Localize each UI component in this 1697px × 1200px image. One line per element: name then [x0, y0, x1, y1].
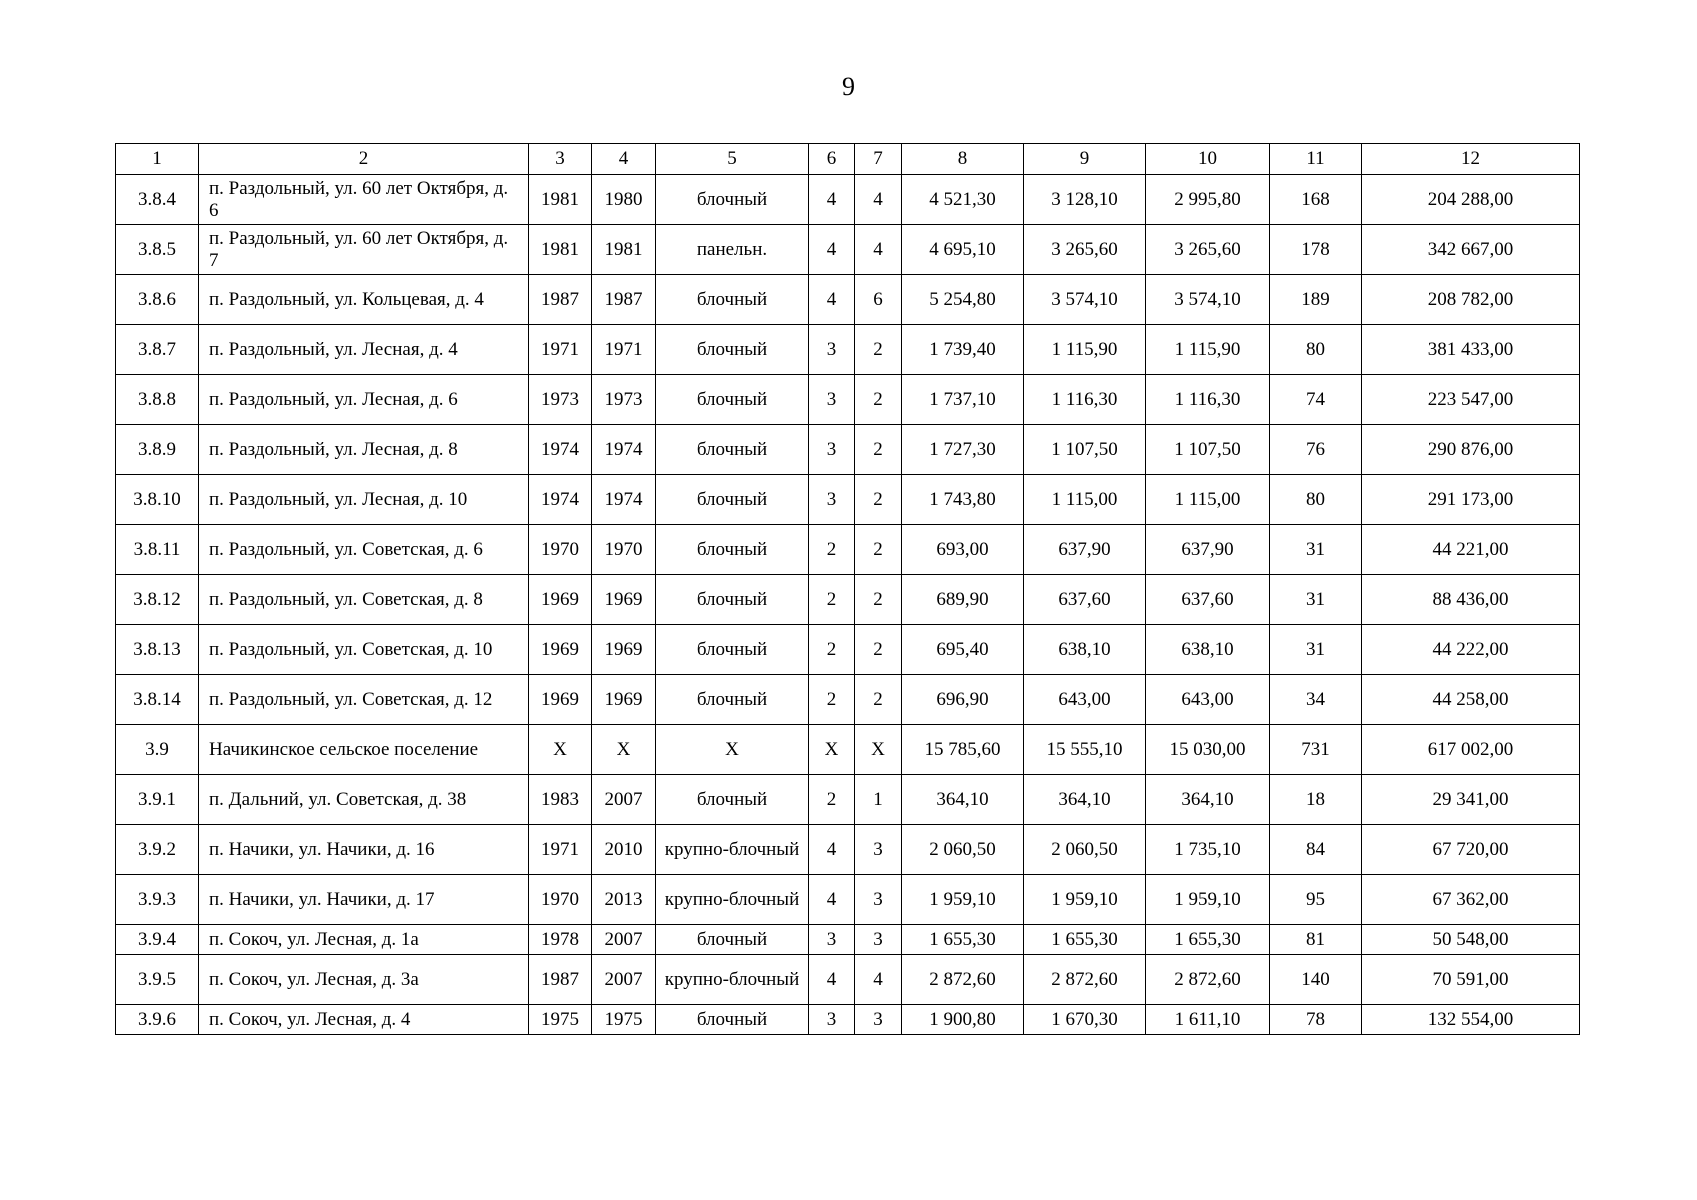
cell-address: п. Раздольный, ул. 60 лет Октября, д. 6	[199, 175, 529, 225]
cell-address: п. Раздольный, ул. Лесная, д. 6	[199, 375, 529, 425]
cell-address: п. Раздольный, ул. Лесная, д. 8	[199, 425, 529, 475]
cell-floors: X	[809, 725, 855, 775]
cell-residential-area: 1 116,30	[1146, 375, 1270, 425]
table-row	[116, 575, 1580, 625]
cell-address: п. Начики, ул. Начики, д. 17	[199, 875, 529, 925]
cell-cost: 67 362,00	[1362, 875, 1580, 925]
cell-total-area: 696,90	[902, 675, 1024, 725]
cell-entrances: 2	[855, 525, 902, 575]
cell-wall-material: блочный	[656, 575, 809, 625]
cell-residents: 31	[1270, 625, 1362, 675]
column-header-11: 11	[1270, 144, 1362, 175]
cell-item-number: 3.8.6	[116, 275, 199, 325]
cell-residential-area: 1 115,90	[1146, 325, 1270, 375]
cell-cost: 50 548,00	[1362, 925, 1580, 955]
cell-residential-area: 1 611,10	[1146, 1005, 1270, 1035]
page-number: 9	[842, 72, 855, 101]
cell-year-commissioned: 2007	[592, 955, 656, 1005]
cell-living-area: 1 115,90	[1024, 325, 1146, 375]
column-header-1: 1	[116, 144, 199, 175]
cell-year-commissioned: 1973	[592, 375, 656, 425]
cell-year-built: X	[529, 725, 592, 775]
cell-item-number: 3.8.9	[116, 425, 199, 475]
cell-address: п. Раздольный, ул. Кольцевая, д. 4	[199, 275, 529, 325]
table-row	[116, 955, 1580, 1005]
cell-entrances: 3	[855, 1005, 902, 1035]
cell-address: п. Раздольный, ул. Советская, д. 8	[199, 575, 529, 625]
cell-wall-material: блочный	[656, 475, 809, 525]
cell-year-commissioned: X	[592, 725, 656, 775]
cell-wall-material: крупно-блочный	[656, 825, 809, 875]
cell-year-commissioned: 1975	[592, 1005, 656, 1035]
cell-residents: 731	[1270, 725, 1362, 775]
cell-year-commissioned: 1974	[592, 425, 656, 475]
column-header-10: 10	[1146, 144, 1270, 175]
cell-total-area: 1 737,10	[902, 375, 1024, 425]
cell-residents: 84	[1270, 825, 1362, 875]
cell-address: п. Дальний, ул. Советская, д. 38	[199, 775, 529, 825]
cell-cost: 290 876,00	[1362, 425, 1580, 475]
cell-cost: 44 258,00	[1362, 675, 1580, 725]
cell-residential-area: 2 872,60	[1146, 955, 1270, 1005]
cell-entrances: 3	[855, 925, 902, 955]
cell-year-built: 1987	[529, 275, 592, 325]
cell-item-number: 3.8.5	[116, 225, 199, 275]
cell-entrances: 2	[855, 675, 902, 725]
cell-year-commissioned: 1969	[592, 675, 656, 725]
cell-item-number: 3.8.12	[116, 575, 199, 625]
cell-living-area: 3 265,60	[1024, 225, 1146, 275]
cell-entrances: 2	[855, 425, 902, 475]
cell-total-area: 364,10	[902, 775, 1024, 825]
cell-wall-material: блочный	[656, 425, 809, 475]
cell-total-area: 695,40	[902, 625, 1024, 675]
cell-residential-area: 638,10	[1146, 625, 1270, 675]
cell-wall-material: крупно-блочный	[656, 875, 809, 925]
cell-year-built: 1971	[529, 325, 592, 375]
cell-entrances: 2	[855, 625, 902, 675]
cell-cost: 291 173,00	[1362, 475, 1580, 525]
cell-year-built: 1969	[529, 675, 592, 725]
cell-residents: 78	[1270, 1005, 1362, 1035]
table-row	[116, 375, 1580, 425]
cell-cost: 44 222,00	[1362, 625, 1580, 675]
cell-total-area: 4 695,10	[902, 225, 1024, 275]
cell-residential-area: 1 655,30	[1146, 925, 1270, 955]
cell-year-built: 1975	[529, 1005, 592, 1035]
header-row	[116, 144, 1580, 175]
cell-year-commissioned: 2013	[592, 875, 656, 925]
cell-floors: 3	[809, 325, 855, 375]
cell-entrances: 2	[855, 325, 902, 375]
cell-total-area: 1 739,40	[902, 325, 1024, 375]
cell-residents: 168	[1270, 175, 1362, 225]
cell-year-built: 1970	[529, 875, 592, 925]
cell-floors: 4	[809, 875, 855, 925]
cell-year-commissioned: 1970	[592, 525, 656, 575]
cell-total-area: 693,00	[902, 525, 1024, 575]
cell-living-area: 1 107,50	[1024, 425, 1146, 475]
cell-wall-material: блочный	[656, 775, 809, 825]
cell-address: п. Раздольный, ул. Лесная, д. 4	[199, 325, 529, 375]
cell-residents: 95	[1270, 875, 1362, 925]
cell-floors: 2	[809, 575, 855, 625]
cell-entrances: 2	[855, 475, 902, 525]
cell-wall-material: блочный	[656, 275, 809, 325]
cell-year-built: 1971	[529, 825, 592, 875]
cell-cost: 88 436,00	[1362, 575, 1580, 625]
cell-item-number: 3.8.10	[116, 475, 199, 525]
cell-total-area: 15 785,60	[902, 725, 1024, 775]
cell-living-area: 15 555,10	[1024, 725, 1146, 775]
cell-wall-material: блочный	[656, 175, 809, 225]
cell-wall-material: блочный	[656, 325, 809, 375]
cell-wall-material: крупно-блочный	[656, 955, 809, 1005]
cell-cost: 67 720,00	[1362, 825, 1580, 875]
cell-floors: 4	[809, 175, 855, 225]
cell-year-commissioned: 1987	[592, 275, 656, 325]
cell-wall-material: блочный	[656, 375, 809, 425]
cell-floors: 2	[809, 625, 855, 675]
cell-year-built: 1970	[529, 525, 592, 575]
cell-residential-area: 1 115,00	[1146, 475, 1270, 525]
table-row	[116, 425, 1580, 475]
cell-wall-material: X	[656, 725, 809, 775]
cell-item-number: 3.9.3	[116, 875, 199, 925]
table-row	[116, 175, 1580, 225]
cell-cost: 44 221,00	[1362, 525, 1580, 575]
cell-total-area: 2 060,50	[902, 825, 1024, 875]
cell-residential-area: 3 265,60	[1146, 225, 1270, 275]
cell-cost: 208 782,00	[1362, 275, 1580, 325]
cell-living-area: 1 670,30	[1024, 1005, 1146, 1035]
cell-wall-material: блочный	[656, 925, 809, 955]
cell-residents: 80	[1270, 475, 1362, 525]
cell-floors: 3	[809, 375, 855, 425]
table-row	[116, 675, 1580, 725]
cell-residential-area: 643,00	[1146, 675, 1270, 725]
column-header-2: 2	[199, 144, 529, 175]
column-header-4: 4	[592, 144, 656, 175]
cell-residents: 31	[1270, 575, 1362, 625]
cell-wall-material: блочный	[656, 1005, 809, 1035]
table-row	[116, 275, 1580, 325]
cell-item-number: 3.8.13	[116, 625, 199, 675]
column-header-3: 3	[529, 144, 592, 175]
cell-cost: 223 547,00	[1362, 375, 1580, 425]
cell-residents: 31	[1270, 525, 1362, 575]
cell-residential-area: 637,90	[1146, 525, 1270, 575]
cell-total-area: 5 254,80	[902, 275, 1024, 325]
housing-registry-table	[115, 143, 1580, 1035]
cell-residents: 189	[1270, 275, 1362, 325]
cell-item-number: 3.9.6	[116, 1005, 199, 1035]
table-row	[116, 225, 1580, 275]
table-row	[116, 775, 1580, 825]
cell-year-commissioned: 2007	[592, 775, 656, 825]
cell-residents: 80	[1270, 325, 1362, 375]
cell-living-area: 1 115,00	[1024, 475, 1146, 525]
cell-item-number: 3.8.4	[116, 175, 199, 225]
cell-year-built: 1983	[529, 775, 592, 825]
cell-residential-area: 3 574,10	[1146, 275, 1270, 325]
cell-entrances: 4	[855, 955, 902, 1005]
cell-cost: 132 554,00	[1362, 1005, 1580, 1035]
cell-wall-material: блочный	[656, 525, 809, 575]
cell-residential-area: 15 030,00	[1146, 725, 1270, 775]
cell-cost: 617 002,00	[1362, 725, 1580, 775]
cell-floors: 4	[809, 275, 855, 325]
cell-year-built: 1981	[529, 225, 592, 275]
cell-floors: 2	[809, 775, 855, 825]
cell-entrances: 1	[855, 775, 902, 825]
table-row	[116, 525, 1580, 575]
table-body	[116, 175, 1580, 1035]
cell-entrances: 3	[855, 875, 902, 925]
cell-residential-area: 1 735,10	[1146, 825, 1270, 875]
cell-total-area: 2 872,60	[902, 955, 1024, 1005]
cell-item-number: 3.9.1	[116, 775, 199, 825]
cell-residential-area: 1 959,10	[1146, 875, 1270, 925]
cell-entrances: 2	[855, 375, 902, 425]
cell-year-built: 1987	[529, 955, 592, 1005]
cell-living-area: 3 128,10	[1024, 175, 1146, 225]
cell-address: п. Начики, ул. Начики, д. 16	[199, 825, 529, 875]
cell-address: п. Раздольный, ул. Советская, д. 10	[199, 625, 529, 675]
cell-wall-material: панельн.	[656, 225, 809, 275]
cell-item-number: 3.9.4	[116, 925, 199, 955]
cell-living-area: 637,90	[1024, 525, 1146, 575]
cell-address: п. Раздольный, ул. Советская, д. 6	[199, 525, 529, 575]
cell-living-area: 637,60	[1024, 575, 1146, 625]
cell-address: п. Сокоч, ул. Лесная, д. 1а	[199, 925, 529, 955]
cell-floors: 4	[809, 825, 855, 875]
cell-residents: 76	[1270, 425, 1362, 475]
cell-living-area: 1 116,30	[1024, 375, 1146, 425]
cell-year-built: 1974	[529, 475, 592, 525]
cell-item-number: 3.9	[116, 725, 199, 775]
cell-entrances: 4	[855, 225, 902, 275]
cell-address: п. Раздольный, ул. Лесная, д. 10	[199, 475, 529, 525]
cell-residential-area: 637,60	[1146, 575, 1270, 625]
cell-address: п. Сокоч, ул. Лесная, д. 4	[199, 1005, 529, 1035]
cell-item-number: 3.8.14	[116, 675, 199, 725]
table-row	[116, 925, 1580, 955]
cell-cost: 29 341,00	[1362, 775, 1580, 825]
cell-entrances: 3	[855, 825, 902, 875]
cell-item-number: 3.8.11	[116, 525, 199, 575]
cell-item-number: 3.9.5	[116, 955, 199, 1005]
cell-address: п. Раздольный, ул. 60 лет Октября, д. 7	[199, 225, 529, 275]
cell-floors: 4	[809, 955, 855, 1005]
cell-residents: 81	[1270, 925, 1362, 955]
cell-living-area: 3 574,10	[1024, 275, 1146, 325]
cell-floors: 4	[809, 225, 855, 275]
cell-floors: 2	[809, 525, 855, 575]
table-row	[116, 325, 1580, 375]
cell-residential-area: 364,10	[1146, 775, 1270, 825]
cell-floors: 3	[809, 1005, 855, 1035]
cell-year-built: 1981	[529, 175, 592, 225]
column-header-6: 6	[809, 144, 855, 175]
cell-year-commissioned: 1971	[592, 325, 656, 375]
cell-total-area: 1 900,80	[902, 1005, 1024, 1035]
cell-item-number: 3.8.7	[116, 325, 199, 375]
cell-year-commissioned: 2007	[592, 925, 656, 955]
cell-year-commissioned: 1969	[592, 575, 656, 625]
cell-wall-material: блочный	[656, 625, 809, 675]
column-header-12: 12	[1362, 144, 1580, 175]
table-row	[116, 825, 1580, 875]
cell-address: п. Сокоч, ул. Лесная, д. 3а	[199, 955, 529, 1005]
column-header-7: 7	[855, 144, 902, 175]
cell-floors: 3	[809, 425, 855, 475]
cell-living-area: 2 872,60	[1024, 955, 1146, 1005]
cell-year-commissioned: 1974	[592, 475, 656, 525]
cell-year-built: 1973	[529, 375, 592, 425]
table-row	[116, 475, 1580, 525]
cell-total-area: 689,90	[902, 575, 1024, 625]
cell-year-commissioned: 2010	[592, 825, 656, 875]
table-row	[116, 625, 1580, 675]
cell-year-built: 1969	[529, 575, 592, 625]
cell-year-built: 1969	[529, 625, 592, 675]
cell-total-area: 1 743,80	[902, 475, 1024, 525]
cell-living-area: 364,10	[1024, 775, 1146, 825]
table-row	[116, 1005, 1580, 1035]
cell-year-commissioned: 1980	[592, 175, 656, 225]
cell-entrances: 2	[855, 575, 902, 625]
cell-living-area: 1 959,10	[1024, 875, 1146, 925]
table-row	[116, 875, 1580, 925]
cell-residents: 140	[1270, 955, 1362, 1005]
table-row	[116, 725, 1580, 775]
cell-total-area: 1 655,30	[902, 925, 1024, 955]
cell-entrances: 4	[855, 175, 902, 225]
cell-total-area: 1 727,30	[902, 425, 1024, 475]
cell-entrances: 6	[855, 275, 902, 325]
column-header-8: 8	[902, 144, 1024, 175]
column-header-9: 9	[1024, 144, 1146, 175]
cell-cost: 70 591,00	[1362, 955, 1580, 1005]
column-header-5: 5	[656, 144, 809, 175]
cell-cost: 204 288,00	[1362, 175, 1580, 225]
cell-living-area: 643,00	[1024, 675, 1146, 725]
cell-residential-area: 2 995,80	[1146, 175, 1270, 225]
cell-living-area: 638,10	[1024, 625, 1146, 675]
cell-year-built: 1978	[529, 925, 592, 955]
cell-residential-area: 1 107,50	[1146, 425, 1270, 475]
cell-living-area: 2 060,50	[1024, 825, 1146, 875]
cell-residents: 74	[1270, 375, 1362, 425]
cell-cost: 381 433,00	[1362, 325, 1580, 375]
cell-living-area: 1 655,30	[1024, 925, 1146, 955]
cell-year-built: 1974	[529, 425, 592, 475]
cell-residents: 34	[1270, 675, 1362, 725]
cell-total-area: 4 521,30	[902, 175, 1024, 225]
cell-residents: 18	[1270, 775, 1362, 825]
cell-entrances: X	[855, 725, 902, 775]
cell-floors: 3	[809, 475, 855, 525]
cell-year-commissioned: 1969	[592, 625, 656, 675]
cell-address: Начикинское сельское поселение	[199, 725, 529, 775]
cell-residents: 178	[1270, 225, 1362, 275]
cell-total-area: 1 959,10	[902, 875, 1024, 925]
cell-floors: 3	[809, 925, 855, 955]
cell-item-number: 3.9.2	[116, 825, 199, 875]
cell-floors: 2	[809, 675, 855, 725]
cell-item-number: 3.8.8	[116, 375, 199, 425]
cell-address: п. Раздольный, ул. Советская, д. 12	[199, 675, 529, 725]
cell-year-commissioned: 1981	[592, 225, 656, 275]
cell-cost: 342 667,00	[1362, 225, 1580, 275]
cell-wall-material: блочный	[656, 675, 809, 725]
